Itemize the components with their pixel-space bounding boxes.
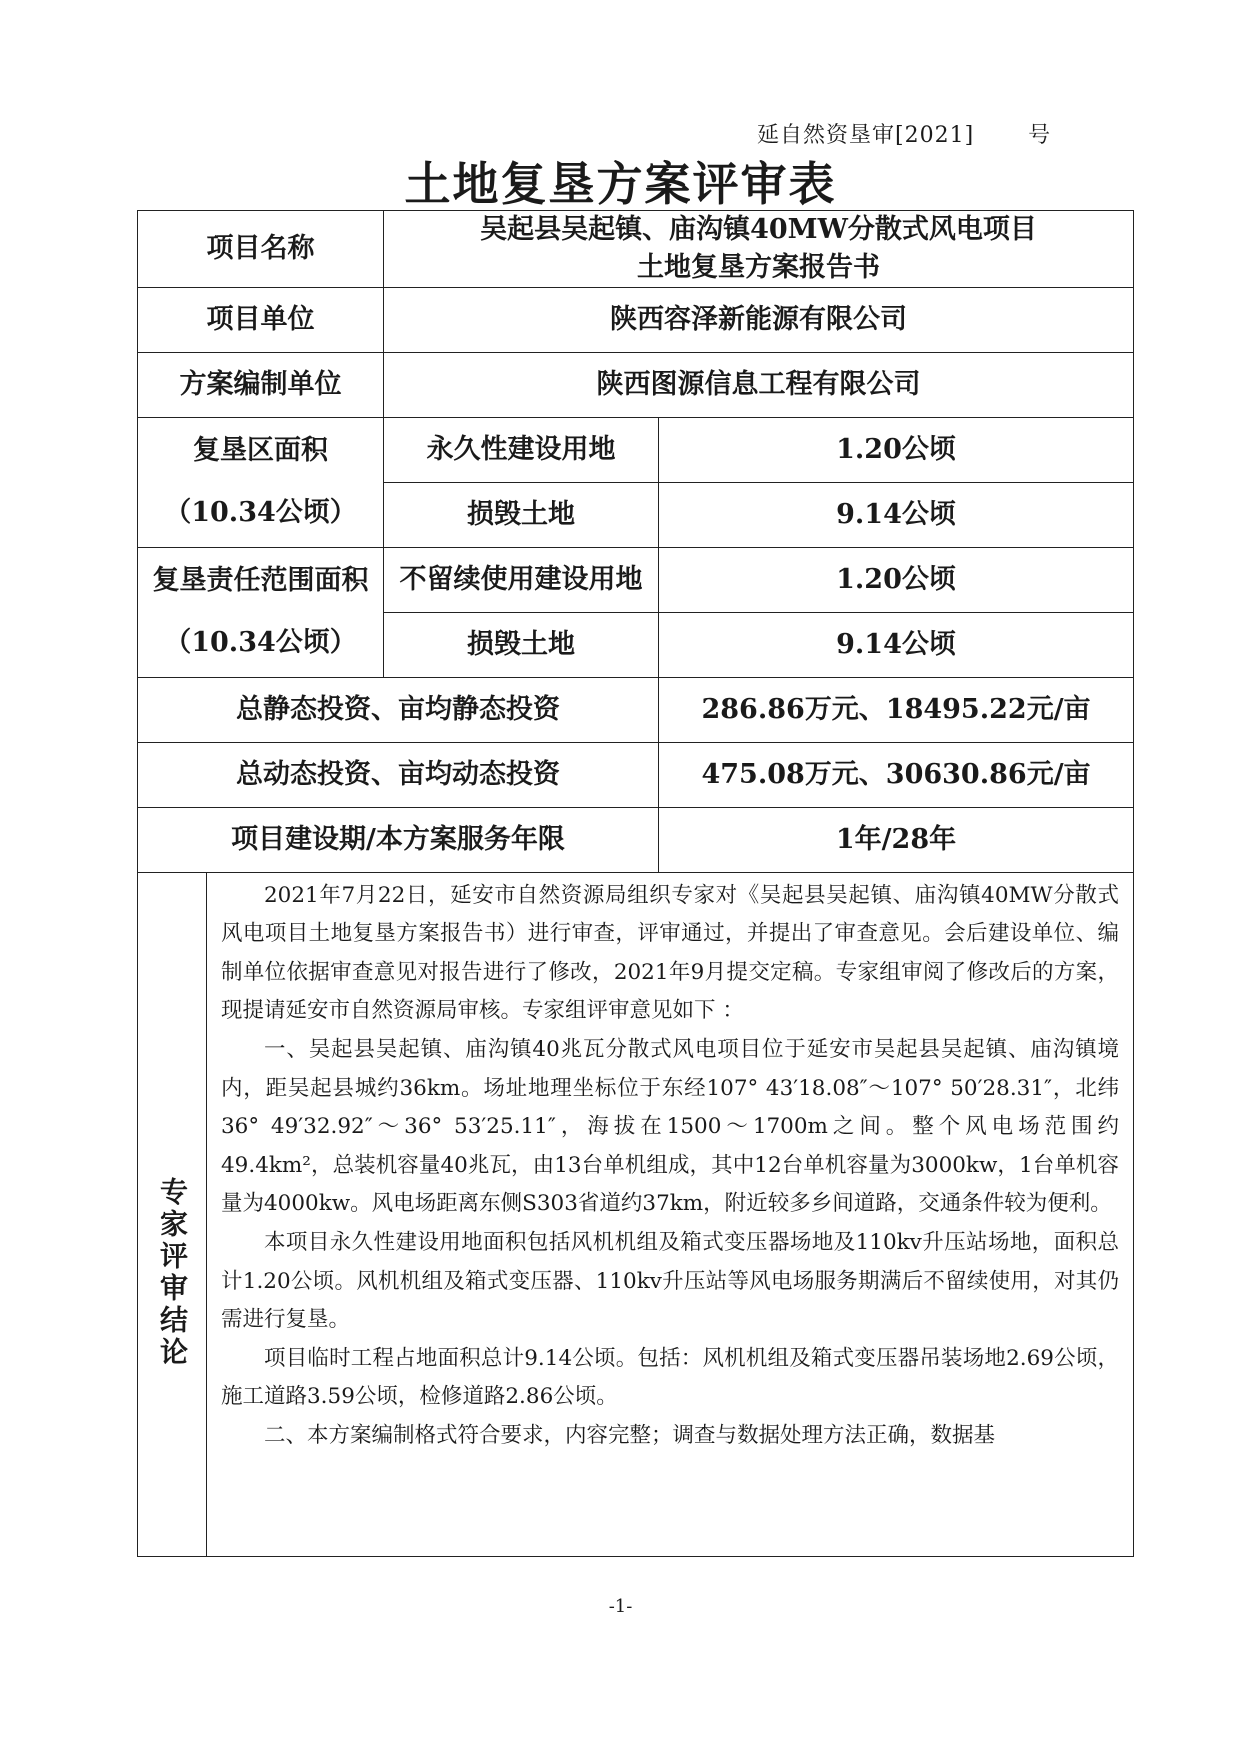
dynamic-invest-label: 总动态投资、亩均动态投资 (138, 742, 659, 807)
period-value: 1年/28年 (659, 807, 1134, 872)
conclusion-paragraph: 本项目永久性建设用地面积包括风机机组及箱式变压器场地及110kv升压站场地，面积总计1.20公顷。风机机组及箱式变压器、110kv升压站等风电场服务期满后不留续使用，对其仍需进行复垦。 (221, 1229, 1120, 1333)
compiler-label: 方案编制单位 (138, 352, 384, 417)
document-reference-number (757, 118, 1051, 149)
resp-area-label: 复垦责任范围面积 (152, 565, 369, 597)
row-conclusion (138, 872, 1134, 1556)
project-name-line2: 土地复垦方案报告书 (637, 251, 880, 283)
resp-area-type-1: 不留续使用建设用地 (384, 547, 659, 612)
row-compiler (138, 352, 1134, 417)
conclusion-paragraph: 二、本方案编制格式符合要求，内容完整；调查与数据处理方法正确，数据基 (264, 1422, 996, 1448)
review-table (137, 210, 1134, 1557)
resp-area-value-1: 1.20公顷 (659, 547, 1134, 612)
static-invest-value: 286.86万元、18495.22元/亩 (659, 677, 1134, 742)
row-project-name (138, 211, 1134, 288)
project-name-line1: 吴起县吴起镇、庙沟镇40MW分散式风电项目 (480, 214, 1037, 245)
resp-area-total: （10.34公顷） (164, 627, 357, 659)
reclaim-area-value-2: 9.14公顷 (659, 482, 1134, 547)
reclaim-area-total: （10.34公顷） (164, 497, 357, 529)
dynamic-invest-value: 475.08万元、30630.86元/亩 (659, 742, 1134, 807)
row-reclaim-area-1 (138, 417, 1134, 482)
reclaim-area-label-cell (138, 417, 384, 547)
conclusion-paragraph: 一、吴起县吴起镇、庙沟镇40兆瓦分散式风电项目位于延安市吴起县吴起镇、庙沟镇境内，距吴起县城约36km。场址地理坐标位于东经107° 43′18.08″～107° 50′28.31″，北纬 36° 49′32.92″～36° 53′25.11″，海拔在1500～1700m之间。整个风电场范围约49.4km²，总装机容量40兆瓦，由13台单机组成，其中12台单机容量为3000kw，1台单机容量为4000kw。风电场距离东侧S303省道约37km，附近较多乡间道路，交通条件较为便利。 (221, 1036, 1120, 1217)
resp-area-value-2: 9.14公顷 (659, 612, 1134, 677)
row-dynamic-invest (138, 742, 1134, 807)
row-static-invest (138, 677, 1134, 742)
reference-suffix: 号 (1028, 123, 1052, 148)
resp-area-type-2: 损毁土地 (384, 612, 659, 677)
reclaim-area-type-1: 永久性建设用地 (384, 417, 659, 482)
reclaim-area-label: 复垦区面积 (193, 435, 328, 467)
resp-area-label-cell (138, 547, 384, 677)
row-resp-area-1 (138, 547, 1134, 612)
project-name-label: 项目名称 (138, 211, 384, 288)
conclusion-paragraph: 项目临时工程占地面积总计9.14公顷。包括：风机机组及箱式变压器吊装场地2.69公顷，施工道路3.59公顷，检修道路2.86公顷。 (221, 1345, 1120, 1410)
row-period (138, 807, 1134, 872)
compiler-value: 陕西图源信息工程有限公司 (384, 352, 1134, 417)
reclaim-area-type-2: 损毁土地 (384, 482, 659, 547)
reference-prefix: 延自然资垦审[2021] (757, 123, 975, 148)
static-invest-label: 总静态投资、亩均静态投资 (138, 677, 659, 742)
conclusion-cell (138, 872, 1134, 1556)
period-label: 项目建设期/本方案服务年限 (138, 807, 659, 872)
page-number: -1- (608, 1596, 633, 1617)
reclaim-area-value-1: 1.20公顷 (659, 417, 1134, 482)
project-unit-value: 陕西容泽新能源有限公司 (384, 287, 1134, 352)
conclusion-body (207, 873, 1133, 1560)
page-title: 土地复垦方案评审表 (404, 157, 837, 211)
conclusion-paragraph: 2021年7月22日，延安市自然资源局组织专家对《吴起县吴起镇、庙沟镇40MW分散式风电项目土地复垦方案报告书）进行审查，评审通过，并提出了审查意见。会后建设单位、编制单位依据审查意见对报告进行了修改，2021年9月提交定稿。专家组审阅了修改后的方案，现提请延安市自然资源局审核。专家组评审意见如下 ： (221, 882, 1120, 1024)
conclusion-label: 专家评审结论 (156, 1176, 189, 1369)
project-unit-label: 项目单位 (138, 287, 384, 352)
row-project-unit (138, 287, 1134, 352)
project-name-value (384, 211, 1134, 288)
